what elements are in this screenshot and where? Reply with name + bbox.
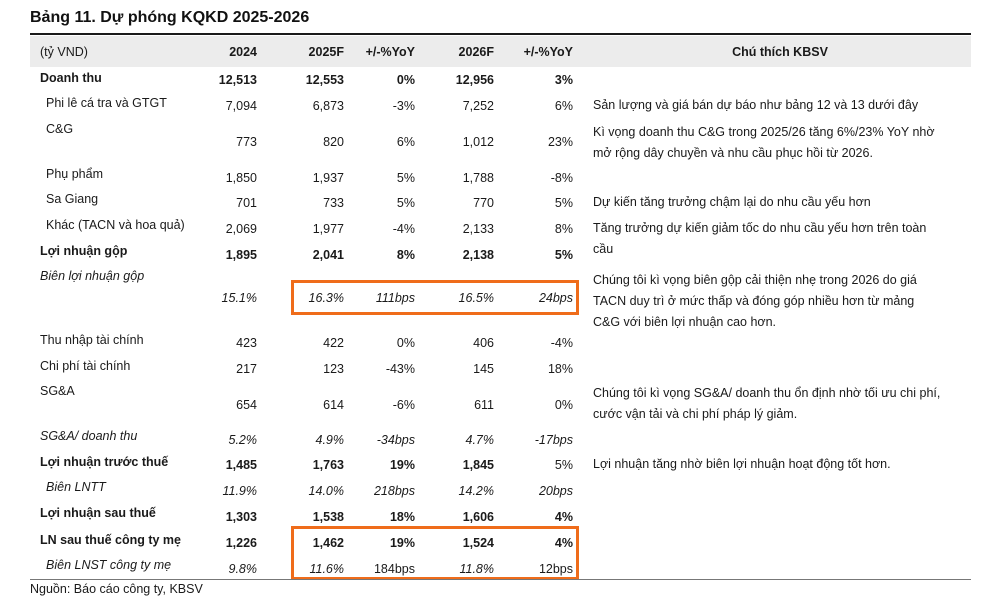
row-label: Thu nhập tài chính	[40, 333, 144, 347]
row-2025f: 1,538	[312, 510, 344, 524]
row-2024: 1,485	[225, 458, 257, 472]
row-2025f: 12,553	[305, 73, 344, 87]
row-note: Dự kiến tăng trưởng chậm lại do nhu cầu yếu hơn	[593, 195, 871, 209]
row-yoy-2026: -17bps	[534, 433, 573, 447]
row-yoy-2025: -4%	[392, 222, 415, 236]
row-yoy-2026: 20bps	[538, 484, 573, 498]
row-2026f: 1,012	[462, 135, 494, 149]
row-2024: 9.8%	[228, 562, 257, 576]
bottom-rule	[30, 579, 971, 580]
row-yoy-2026: 6%	[554, 99, 573, 113]
row-2025f: 1,937	[312, 171, 344, 185]
row-2024: 1,303	[225, 510, 257, 524]
row-2026f: 1,524	[462, 536, 494, 550]
row-2026f: 2,133	[462, 222, 494, 236]
row-2026f: 145	[473, 362, 494, 376]
row-yoy-2025: 8%	[396, 248, 415, 262]
header-yoy-2025: +/-%YoY	[365, 45, 415, 59]
row-yoy-2025: -3%	[392, 99, 415, 113]
top-rule	[30, 33, 971, 35]
row-2024: 5.2%	[228, 433, 257, 447]
row-2026f: 1,845	[462, 458, 494, 472]
row-2026f: 16.5%	[458, 291, 494, 305]
header-comment: Chú thích KBSV	[732, 45, 828, 59]
row-yoy-2025: -6%	[392, 398, 415, 412]
row-label: Sa Giang	[46, 192, 99, 206]
row-yoy-2025: 0%	[396, 73, 415, 87]
row-2026f: 1,788	[462, 171, 494, 185]
row-note: Chúng tôi kì vọng SG&A/ doanh thu ổn định nhờ tối ưu chi phí, cước vận tải và chi phí pháp lý giảm.	[593, 386, 941, 421]
row-2025f: 11.6%	[309, 562, 344, 576]
row-2025f: 2,041	[312, 248, 344, 262]
row-yoy-2026: -8%	[550, 171, 573, 185]
row-label: Chi phí tài chính	[40, 359, 131, 373]
row-2026f: 12,956	[455, 73, 494, 87]
row-label: Lợi nhuận sau thuế	[40, 506, 156, 520]
row-2025f: 16.3%	[308, 291, 344, 305]
row-yoy-2026: -4%	[550, 336, 573, 350]
row-2024: 12,513	[218, 73, 257, 87]
row-2024: 773	[236, 135, 257, 149]
row-yoy-2026: 5%	[554, 458, 573, 472]
row-2026f: 770	[473, 196, 494, 210]
row-yoy-2025: 184bps	[373, 562, 415, 576]
row-note: Kì vọng doanh thu C&G trong 2025/26 tăng 6%/23% YoY nhờ mở rộng dây chuyền và nhu cầu phục hồi từ 2026.	[593, 125, 935, 160]
row-yoy-2026: 5%	[554, 248, 573, 262]
row-2025f: 820	[323, 135, 344, 149]
row-yoy-2025: 5%	[396, 196, 415, 210]
row-2024: 217	[236, 362, 257, 376]
row-yoy-2025: 19%	[389, 536, 415, 550]
row-yoy-2025: 19%	[389, 458, 415, 472]
highlight-parent-profit-box	[291, 526, 579, 580]
row-yoy-2026: 0%	[554, 398, 573, 412]
row-2025f: 1,977	[312, 222, 344, 236]
row-2026f: 4.7%	[465, 433, 494, 447]
row-2025f: 1,462	[312, 536, 344, 550]
row-yoy-2026: 4%	[554, 536, 573, 550]
row-label: Lợi nhuận trước thuế	[40, 455, 169, 469]
row-yoy-2026: 3%	[554, 73, 573, 87]
row-2025f: 4.9%	[315, 433, 344, 447]
row-yoy-2025: 218bps	[373, 484, 415, 498]
row-2024: 11.9%	[222, 484, 257, 498]
row-2026f: 7,252	[462, 99, 494, 113]
row-2025f: 733	[323, 196, 344, 210]
row-note: Chúng tôi kì vọng biên gộp cải thiện nhẹ trong 2026 do giá TACN duy trì ở mức thấp và đóng góp nhiều hơn từ mảng C&G với biên lợi nhuận cao hơn.	[593, 273, 917, 329]
row-label: Biên lợi nhuận gộp	[40, 269, 145, 283]
row-yoy-2025: -43%	[385, 362, 415, 376]
row-2026f: 406	[473, 336, 494, 350]
row-2025f: 614	[323, 398, 344, 412]
row-2024: 7,094	[225, 99, 257, 113]
row-note: Lợi nhuận tăng nhờ biên lợi nhuận hoạt động tốt hơn.	[593, 457, 891, 471]
row-2026f: 611	[474, 398, 494, 412]
header-2026f: 2026F	[458, 45, 494, 59]
row-yoy-2025: 5%	[396, 171, 415, 185]
header-yoy-2026: +/-%YoY	[523, 45, 573, 59]
row-yoy-2025: 6%	[396, 135, 415, 149]
row-2026f: 14.2%	[458, 484, 494, 498]
row-2024: 1,895	[225, 248, 257, 262]
row-2025f: 123	[323, 362, 344, 376]
row-yoy-2026: 12bps	[538, 562, 573, 576]
row-2025f: 1,763	[312, 458, 344, 472]
row-2025f: 422	[323, 336, 344, 350]
table-title: Bảng 11. Dự phóng KQKD 2025-2026	[30, 9, 310, 26]
row-yoy-2025: -34bps	[376, 433, 415, 447]
row-label: Biên LNTT	[46, 480, 106, 494]
row-yoy-2026: 23%	[547, 135, 573, 149]
row-yoy-2025: 18%	[389, 510, 415, 524]
row-2026f: 2,138	[462, 248, 494, 262]
row-label: Doanh thu	[40, 71, 102, 85]
row-2026f: 1,606	[462, 510, 494, 524]
row-label: SG&A	[40, 384, 75, 398]
row-yoy-2026: 5%	[554, 196, 573, 210]
row-2024: 654	[236, 398, 257, 412]
row-2024: 2,069	[225, 222, 257, 236]
row-label: SG&A/ doanh thu	[40, 429, 138, 443]
row-yoy-2025: 111bps	[375, 291, 415, 305]
row-label: Biên LNST công ty mẹ	[46, 558, 172, 572]
row-2024: 1,850	[225, 171, 257, 185]
row-yoy-2026: 4%	[554, 510, 573, 524]
row-2025f: 14.0%	[308, 484, 344, 498]
row-note: Tăng trưởng dự kiến giảm tốc do nhu cầu yếu hơn trên toàn cầu	[593, 221, 927, 256]
row-label: LN sau thuế công ty mẹ	[40, 533, 181, 547]
row-yoy-2026: 24bps	[538, 291, 573, 305]
row-yoy-2026: 8%	[554, 222, 573, 236]
highlight-gross-margin-box	[291, 280, 579, 315]
header-2024: 2024	[229, 45, 257, 59]
source-note: Nguồn: Báo cáo công ty, KBSV	[30, 582, 203, 596]
row-label: Phụ phẩm	[46, 167, 103, 181]
row-2025f: 6,873	[312, 99, 344, 113]
header-2025f: 2025F	[308, 45, 344, 59]
header-unit-label: (tỷ VND)	[40, 45, 88, 59]
row-label: C&G	[46, 122, 74, 136]
row-yoy-2025: 0%	[396, 336, 415, 350]
row-2026f: 11.8%	[459, 562, 494, 576]
row-label: Lợi nhuận gộp	[40, 244, 128, 258]
row-2024: 423	[236, 336, 257, 350]
row-2024: 15.1%	[221, 291, 257, 305]
row-label: Khác (TACN và hoa quả)	[46, 218, 185, 232]
row-2024: 701	[236, 196, 257, 210]
row-note: Sản lượng và giá bán dự báo như bảng 12 và 13 dưới đây	[593, 98, 919, 112]
row-yoy-2026: 18%	[547, 362, 573, 376]
row-label: Phi lê cá tra và GTGT	[46, 96, 167, 110]
row-2024: 1,226	[225, 536, 257, 550]
